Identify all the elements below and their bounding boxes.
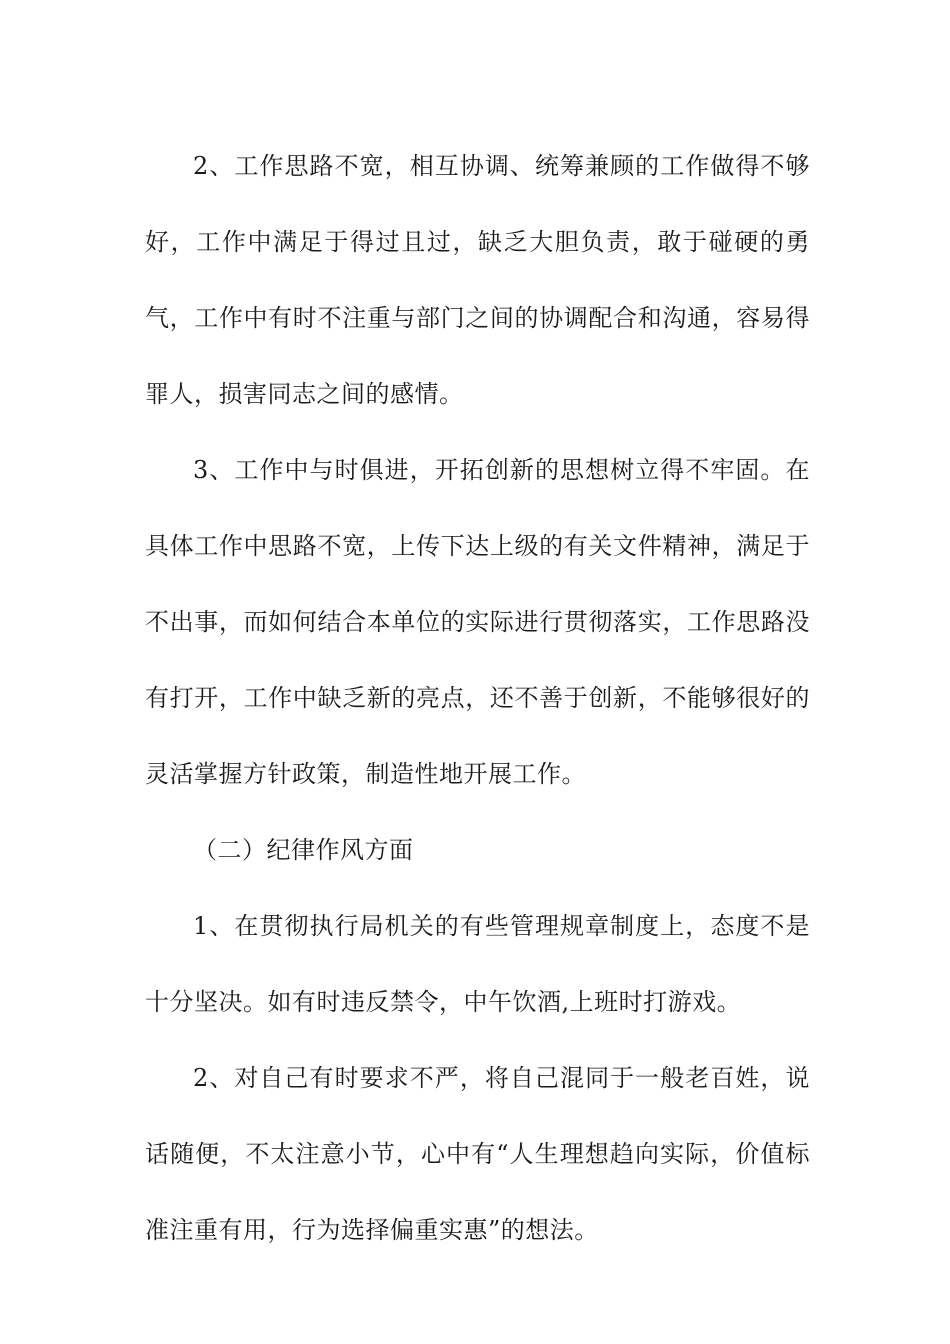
section-heading-discipline: （二）纪律作风方面 — [193, 836, 414, 864]
paragraph-innovation: 3、工作中与时俱进，开拓创新的思想树立得不牢固。在具体工作中思路不宽，上传下达上级的有关文件精神，满足于不出事，而如何结合本单位的实际进行贯彻落实，工作思路没有打开，工作中缺乏新的亮点，还不善于创新，不能够很好的灵活掌握方针政策，制造性地开展工作。 — [145, 456, 810, 788]
paragraph-self-discipline: 2、对自己有时要求不严，将自己混同于一般老百姓，说话随便，不太注意小节，心中有“人生理想趋向实际，价值标准注重有用，行为选择偏重实惠”的想法。 — [145, 1064, 810, 1244]
paragraph-rules: 1、在贯彻执行局机关的有些管理规章制度上，态度不是十分坚决。如有时违反禁令，中午饮酒,上班时打游戏。 — [145, 912, 810, 1016]
paragraph-work-approach: 2、工作思路不宽，相互协调、统筹兼顾的工作做得不够好，工作中满足于得过且过，缺乏大胆负责，敢于碰硬的勇气，工作中有时不注重与部门之间的协调配合和沟通，容易得罪人，损害同志之间的感情。 — [145, 152, 810, 408]
document-body — [145, 128, 810, 1268]
